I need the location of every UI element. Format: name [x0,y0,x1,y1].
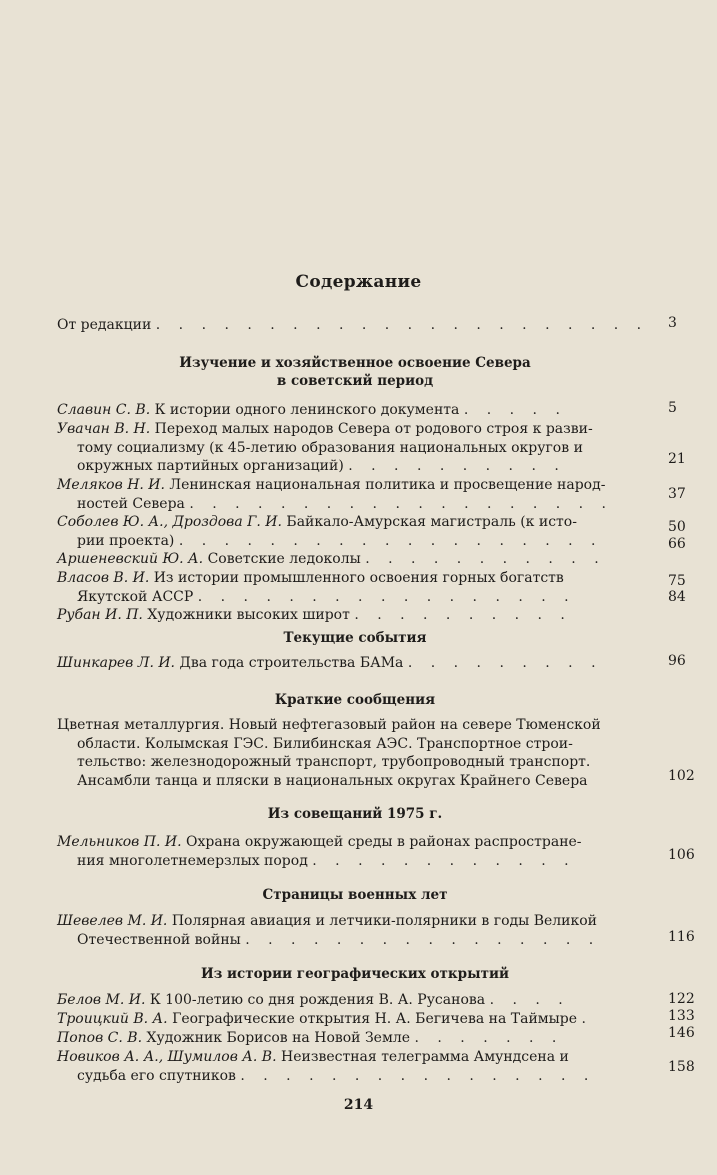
entry-author: Рубан И. П. [57,607,143,623]
toc-entry: Меляков Н. И. Ленинская национальная политика и просвещение народ- ностей Севера . . . . . . . . . . . . . . . . . . . [57,477,614,512]
toc-entry-front: От редакции . . . . . . . . . . . . . . . . . . . . . . [57,317,649,333]
entry-title: Два года строительства БАМа [179,655,404,671]
entry-title: Неизвестная телеграмма Амундсена и [281,1049,569,1065]
entry-title: Советские ледоколы [207,551,361,567]
section-heading-line: Краткие сообщения [274,692,436,708]
entry-title: Из истории промышленного освоения горных богатств [153,570,564,586]
entry-title: К истории одного ленинского документа [154,402,460,418]
entry-author: Аршеневский Ю. А. [57,551,204,567]
entry-text: От редакции [57,317,152,333]
entry-title: К 100-летию со дня рождения В. А. Русанова [149,992,486,1008]
section-heading [60,629,650,647]
section-heading [60,354,650,390]
section-heading-line: в советский период [276,373,434,389]
entry-title-cont: судьба его спутников [77,1067,236,1084]
entry-title: Художник Борисов на Новой Земле [146,1030,411,1046]
toc-entry: Белов М. И. К 100-летию со дня рождения В. А. Русанова . . . . [57,992,570,1008]
entry-title-cont: рии проекта) [77,532,175,549]
entry-page: 96 [668,653,686,669]
toc-entry: Славин С. В. К истории одного ленинского документа . . . . . [57,402,567,418]
section-heading-line: Текущие события [283,630,427,646]
entry-title-cont: области. Колымская ГЭС. Билибинская АЭС. Транспортное строи- [77,735,573,752]
entry-page: 75 [668,573,686,589]
toc-entry: Новиков А. А., Шумилов А. В. Неизвестная телеграмма Амундсена и судьба его спутников . . . . . . . . . . . . . . . . [57,1049,596,1084]
toc-entry [57,716,657,790]
entry-title-cont: ностей Севера [77,495,185,512]
toc-entry: Троицкий В. А. Географические открытия Н. А. Бегичева на Таймыре . [57,1011,593,1027]
entry-page: 66 [668,536,686,552]
entry-page: 158 [668,1059,695,1075]
page-title: Содержание [295,272,422,292]
entry-title-cont: окружных партийных организаций) [77,458,344,475]
entry-page: 5 [668,400,677,416]
entry-author: Белов М. И. [57,992,146,1008]
entry-author: Попов С. В. [57,1030,143,1046]
entry-page: 106 [668,847,695,863]
section-heading-line: Из совещаний 1975 г. [267,806,443,822]
section-heading [60,965,650,983]
entry-title-cont: ния многолетнемерзлых пород [77,852,308,869]
toc-entry: Попов С. В. Художник Борисов на Новой Земле . . . . . . . [57,1030,564,1046]
entry-title: Художники высоких широт [147,607,350,623]
entry-title-cont: тельство: железнодорожный транспорт, трубопроводный транспорт. [77,754,591,771]
entry-title-cont: Ансамбли танца и пляски в национальных округах Крайнего Севера [77,772,588,789]
entry-title: Ленинская национальная политика и просвещение народ- [169,477,606,493]
entry-author: Меляков Н. И. [57,477,165,493]
entry-title: Цветная металлургия. Новый нефтегазовый район на севере Тюменской [57,717,601,733]
toc-entry: Шинкарев Л. И. Два года строительства БАМа . . . . . . . . . [57,655,603,671]
entry-page: 122 [668,991,695,1007]
entry-author: Соболев Ю. А., Дроздова Г. И. [57,514,282,530]
entry-page: 3 [668,315,677,331]
entry-title-cont: Отечественной войны [77,931,241,948]
entry-title-cont: Якутской АССР [77,588,194,605]
entry-author: Троицкий В. А. [57,1011,168,1027]
entry-page: 116 [668,929,695,945]
section-heading [60,886,650,904]
entry-page: 146 [668,1025,695,1041]
entry-author: Шинкарев Л. И. [57,655,176,671]
toc-entry: Увачан В. Н. Переход малых народов Севера от родового строя к разви- тому социализму (к 45-летию образования национальных округов и окружных партийных организаций) . . . . . . . . . . [57,420,657,476]
entry-page: 50 [668,519,686,535]
entry-page: 37 [668,486,686,502]
entry-title: Байкало-Амурская магистраль (к исто- [286,514,577,530]
entry-page: 102 [668,768,695,784]
toc-entry: Шевелев М. И. Полярная авиация и летчики-полярники в годы Великой Отечественной войны . . . . . . . . . . . . . . . . [57,913,601,948]
entry-author: Славин С. В. [57,402,151,418]
toc-entry: Мельников П. И. Охрана окружающей среды в районах распростране- ния многолетнемерзлых пород . . . . . . . . . . . . [57,834,582,869]
entry-page: 21 [668,451,686,467]
entry-author: Власов В. И. [57,570,150,586]
entry-title: Переход малых народов Севера от родового строя к разви- [154,421,593,437]
entry-title: Охрана окружающей среды в районах распростране- [186,834,582,850]
toc-entry: Аршеневский Ю. А. Советские ледоколы . . . . . . . . . . . [57,551,606,567]
entry-title: Полярная авиация и летчики-полярники в годы Великой [171,913,598,929]
entry-author: Мельников П. И. [57,834,182,850]
section-heading-line: Страницы военных лет [262,887,448,903]
section-heading [60,805,650,823]
entry-page: 84 [668,589,686,605]
entry-author: Новиков А. А., Шумилов А. В. [57,1049,277,1065]
entry-title: Географические открытия Н. А. Бегичева на Таймыре [172,1011,578,1027]
section-heading-line: Изучение и хозяйственное освоение Севера [179,355,531,371]
section-heading-line: Из истории географических открытий [200,966,510,982]
section-heading [60,691,650,709]
toc-entry: Власов В. И. Из истории промышленного освоения горных богатств Якутской АССР . . . . . . . . . . . . . . . . . [57,570,576,605]
toc-entry: Рубан И. П. Художники высоких широт . . . . . . . . . . [57,607,572,623]
page-number: 214 [343,1097,374,1113]
entry-author: Шевелев М. И. [57,913,168,929]
toc-entry: Соболев Ю. А., Дроздова Г. И. Байкало-Амурская магистраль (к исто- рии проекта) . . . . . . . . . . . . . . . . . . . [57,514,603,549]
entry-author: Увачан В. Н. [57,421,151,437]
entry-page: 133 [668,1008,695,1024]
entry-title-cont: тому социализму (к 45-летию образования национальных округов и [77,439,583,456]
